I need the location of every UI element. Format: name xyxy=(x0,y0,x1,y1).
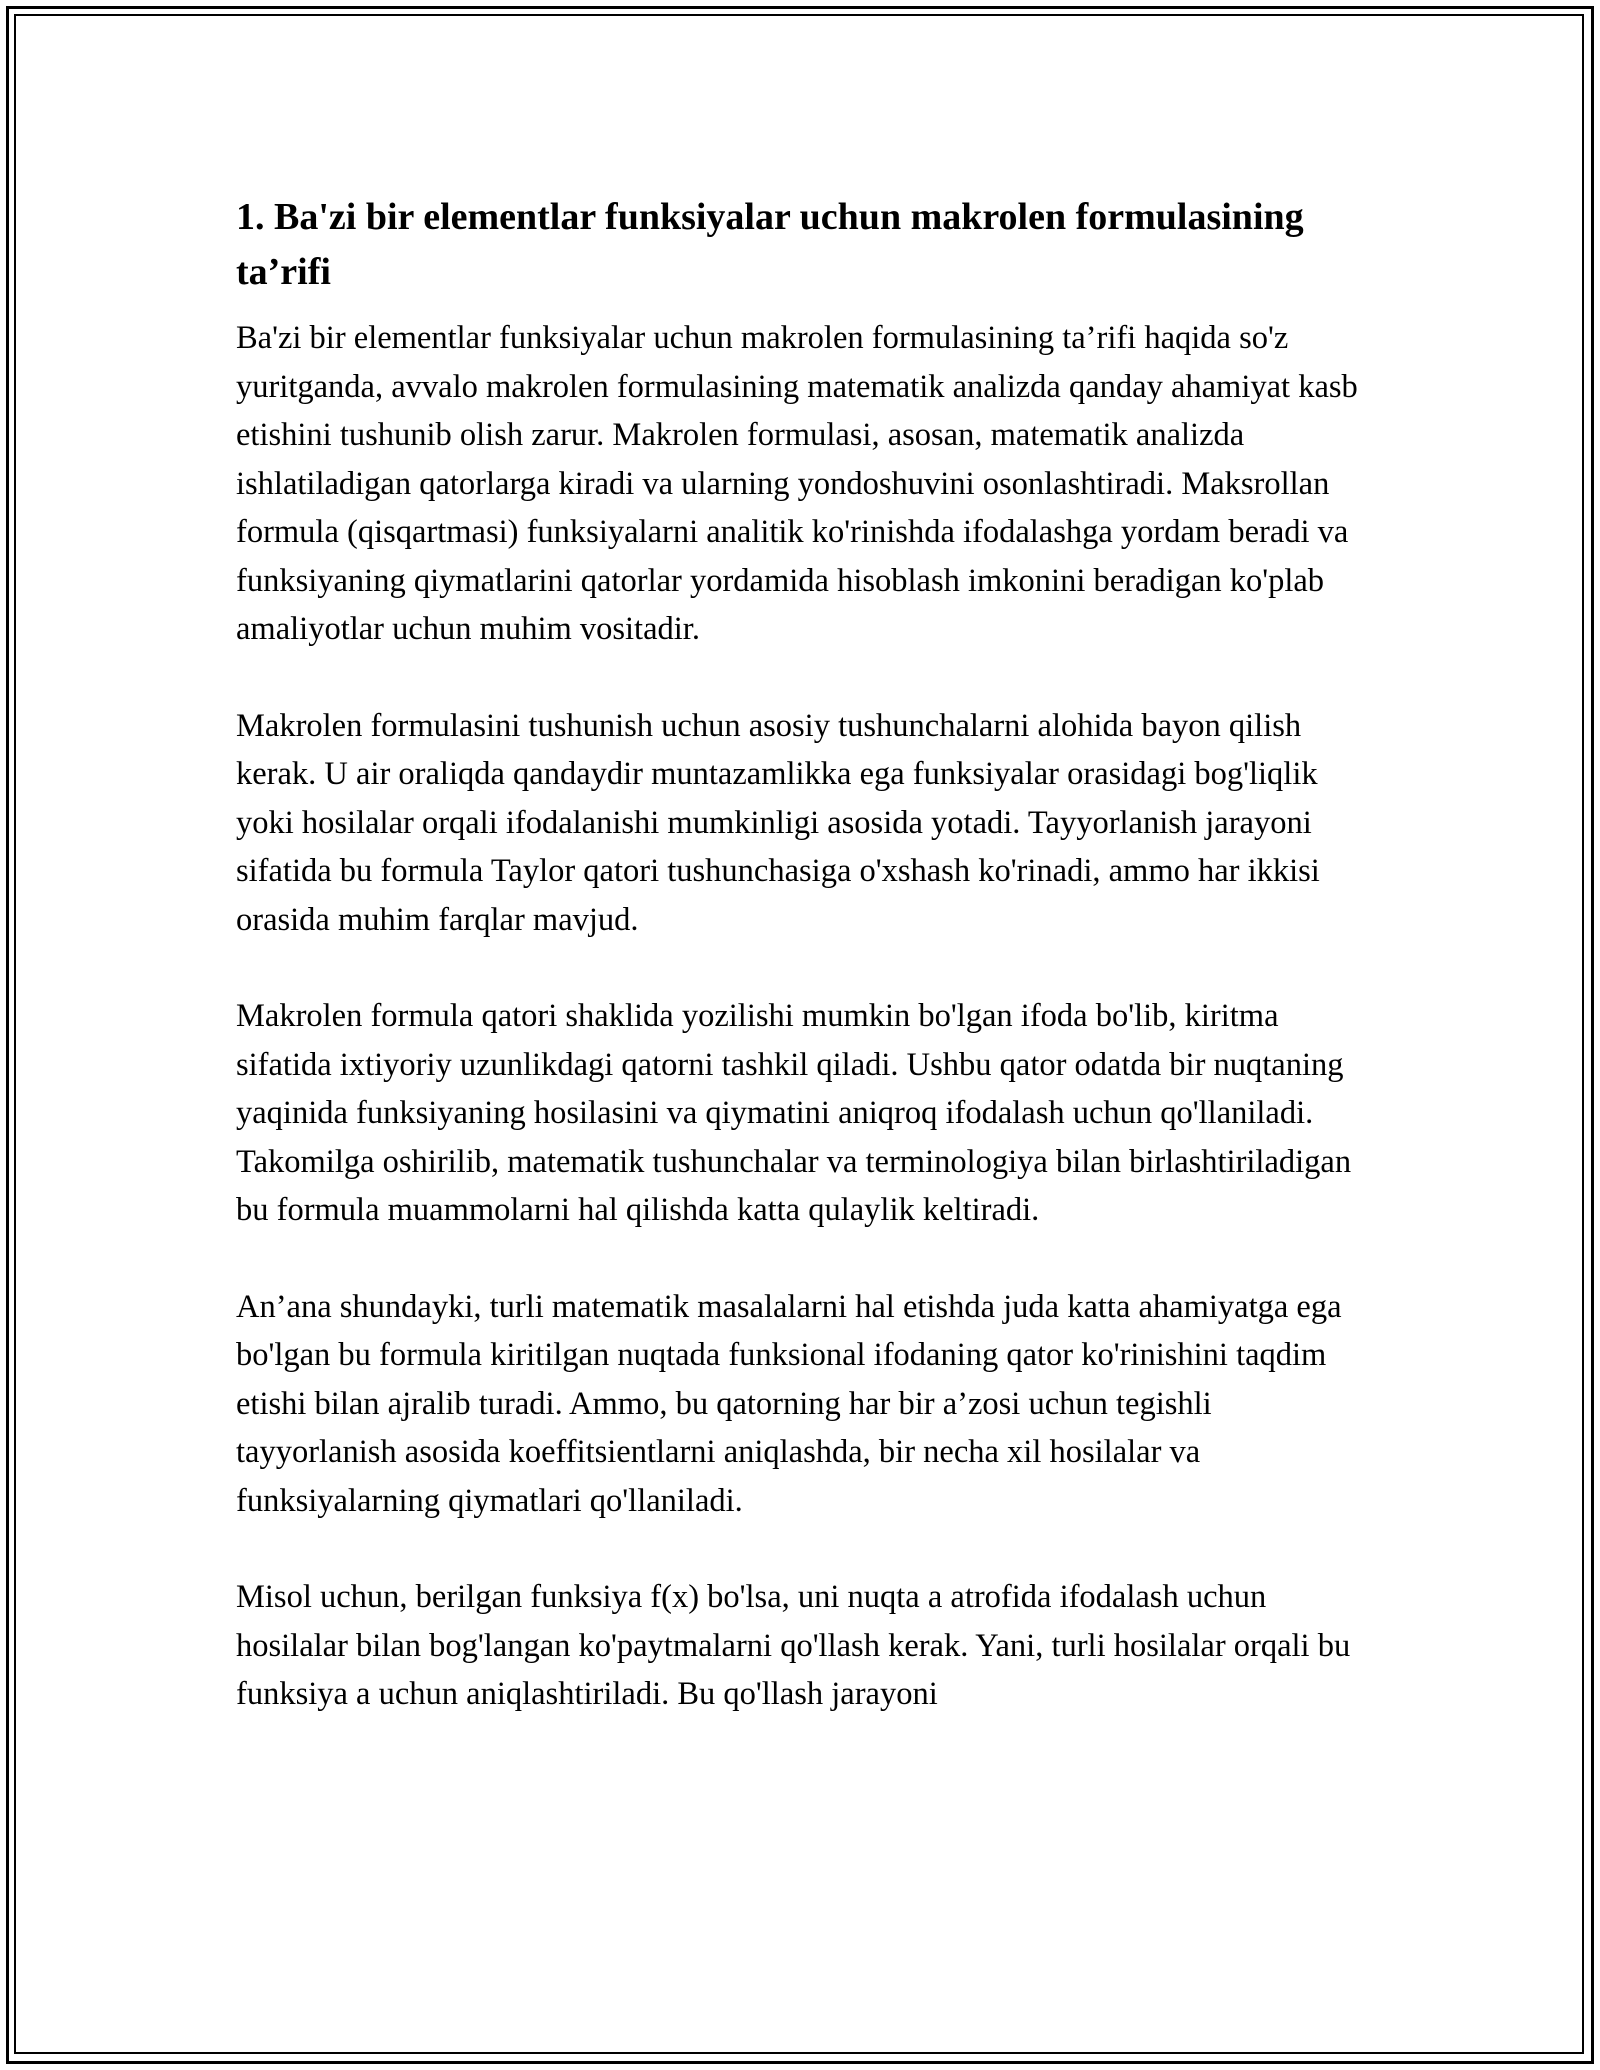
paragraph-5: Misol uchun, berilgan funksiya f(x) bo'lsa, uni nuqta a atrofida ifodalash uchun hosilalar bilan bog'langan ko'paytmalarni qo'llash kerak. Yani, turli hosilalar orqali bu funksiya a uchun aniqlashtiriladi. Bu qo'llash jarayoni xyxy=(236,1579,1351,1712)
paragraph-4: An’ana shundayki, turli matematik masalalarni hal etishda juda katta ahamiyatga ega bo'lgan bu formula kiritilgan nuqtada funksional ifodaning qator ko'rinishini taqdim etishi bilan ajralib turadi. Ammo, bu qatorning har bir a’zosi uchun tegishli tayyorlanish asosida koeffitsientlarni aniqlashda, bir necha xil hosilalar va funksiyalarning qiymatlari qo'llaniladi. xyxy=(236,1288,1342,1519)
paragraph-3: Makrolen formula qatori shaklida yozilishi mumkin bo'lgan ifoda bo'lib, kiritma sifatida ixtiyoriy uzunlikdagi qatorni tashkil qiladi. Ushbu qator odatda bir nuqtaning yaqinida funksiyaning hosilasini va qiymatini aniqroq ifodalash uchun qo'llaniladi. Takomilga oshirilib, matematik tushunchalar va terminologiya bilan birlashtiriladigan bu formula muammolarni hal qilishda katta qulaylik keltiradi. xyxy=(236,998,1352,1228)
paragraph-1: Ba'zi bir elementlar funksiyalar uchun makrolen formulasining ta’rifi haqida so'z yuritganda, avvalo makrolen formulasining matematik analizda qanday ahamiyat kasb etishini tushunib olish zarur. Makrolen formulasi, asosan, matematik analizda ishlatiladigan qatorlarga kiradi va ularning yondoshuvini osonlashtiradi. Maksrollan formula (qisqartmasi) funksiyalarni analitik ko'rinishda ifodalashga yordam beradi va funksiyaning qiymatlarini qatorlar yordamida hisoblash imkonini beradigan ko'plab amaliyotlar uchun muhim vositadir. xyxy=(236,320,1358,647)
paragraph-2: Makrolen formulasini tushunish uchun asosiy tushunchalarni alohida bayon qilish kerak. U air oraliqda qandaydir muntazamlikka ega funksiyalar orasidagi bog'liqlik yoki hosilalar orqali ifodalanishi mumkinligi asosida yotadi. Tayyorlanish jarayoni sifatida bu formula Taylor qatori tushunchasiga o'xshash ko'rinadi, ammo har ikkisi orasida muhim farqlar mavjud. xyxy=(236,707,1320,938)
document-body xyxy=(236,190,1376,1767)
section-heading: 1. Ba'zi bir elementlar funksiyalar uchun makrolen formulasining ta’rifi xyxy=(236,196,1304,293)
